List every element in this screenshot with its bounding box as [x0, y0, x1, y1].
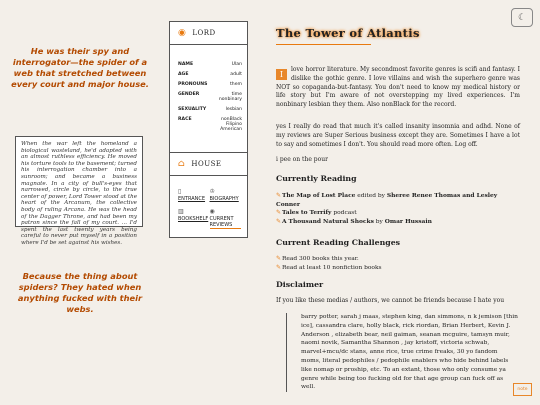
disclaimer-blockquote: barry potter, sarah j maas, stephen king, dan simmons, n k jemison [thin ice], cassandra clare, holly black, rick riordan, Brian Herbert, Kevin J. Anderson , elizabeth bear, neil gaiman, seanan mcguire, tamsyn muir, naomi novik, Samantha Shannon , jay kristoff, victoria schwab, marvel+mcu/dc stans, anne rice, true crime freaks, 30 yo fandom moms, literal pedophiles / pedophile enablers who hide behind labels like nomap or proship, etc. To an extant, those who only consume ya genre while being too fucking old for that age group can fuck off as well.: [286, 313, 518, 392]
main-content: [270, 0, 526, 405]
list-item: [276, 192, 520, 209]
note-button[interactable]: note: [513, 383, 532, 396]
table-row: [178, 89, 242, 104]
story-excerpt: When the war left the homeland a biological wasteland, he'd adapted with an almost ruthless efficiency. He moved his torture tools to the basement; turned his interrogation chamber into a sunroom; and became a business magnate. In a city of bull's-eyes that narrowed, circle by circle, to the true center of power, Lord Tower stood at the heart of the Arcanum, the collective body of ruling Arcana. He was the head of the Dagger Throne, and had been my patron since the fall of my court. ... I'd spent the last twenty years being careful to never put myself in a position where I'd be set against his wishes.: [15, 136, 143, 227]
list-item: [276, 218, 520, 227]
challenges-heading: Current Reading Challenges: [276, 238, 401, 247]
top-quote: He was their spy and interrogator—the spider of a web that stretched between every court and major house.: [11, 46, 149, 89]
lord-panel: [169, 21, 248, 161]
disclaimer-heading: Disclaimer: [276, 280, 324, 289]
bottom-quote: Because the thing about spiders? They hated when anything fucked with their webs.: [17, 271, 143, 314]
nav-link-bookshelf[interactable]: [178, 208, 210, 229]
moon-icon: ☾: [517, 12, 527, 23]
book-icon: ▥: [178, 208, 184, 215]
nav-link-label[interactable]: ENTRANCE: [178, 196, 206, 202]
table-row: [178, 69, 242, 79]
house-heading: HOUSE: [191, 160, 222, 168]
info-value: them: [229, 81, 242, 87]
pencil-icon: ✎: [276, 256, 281, 262]
nav-link-biography[interactable]: [210, 188, 242, 202]
book-by: by: [373, 218, 385, 225]
list-item: [276, 209, 520, 218]
info-value: adult: [230, 71, 242, 77]
lord-info-table: [178, 59, 242, 134]
pencil-icon: ✎: [276, 264, 281, 271]
home-icon: ⌂: [178, 159, 186, 169]
challenge-text: Read at least 10 nonfiction books: [281, 264, 382, 271]
info-value: Ulan: [231, 61, 242, 67]
info-value: nonBlack Filipino American: [220, 116, 242, 132]
left-sidebar: [0, 0, 158, 405]
house-panel-header: [170, 153, 247, 176]
intro-text: love horror literature. My secondmost favorite genres is scifi and fantasy. I dislike the gothic genre. I love villains and wish the superhero genre was NOT so copaganda-but-fantasy. You don't need to know my medical history or life story but I'm aware of not overstepping my lived experiences. I'm nonbinary lesbian they them. Also nonBlack for the record.: [276, 66, 520, 109]
list-item: [276, 264, 520, 273]
third-paragraph: i pee on the pour: [276, 156, 328, 163]
nav-link-label[interactable]: CURRENT REVIEWS: [210, 216, 242, 229]
challenge-text: Read 300 books this year.: [281, 256, 359, 262]
pencil-icon: ✎: [276, 210, 281, 217]
door-icon: ▯: [178, 188, 182, 195]
page-title: The Tower of Atlantis: [276, 26, 420, 40]
info-key: SEXUALITY: [178, 106, 207, 112]
dropcap: I: [276, 69, 287, 80]
book-suffix: podcast: [331, 210, 357, 217]
currently-reading-list: [276, 192, 520, 226]
eye-icon: ◉: [209, 208, 215, 215]
pencil-icon: ✎: [276, 218, 281, 225]
book-title[interactable]: The Map of Lost Place: [281, 192, 356, 199]
book-title[interactable]: Tales to Terrify: [281, 209, 332, 217]
info-value: time nonbinary: [218, 91, 242, 102]
table-row: [178, 59, 242, 69]
book-author: Sheree Renee Thomas and Lesley Conner: [276, 192, 498, 208]
info-key: RACE: [178, 116, 192, 122]
info-key: PRONOUNS: [178, 81, 208, 87]
info-key: GENDER: [178, 91, 200, 97]
nav-link-label[interactable]: BOOKSHELF: [178, 216, 209, 222]
title-divider: [276, 44, 371, 45]
table-row: [178, 104, 242, 114]
challenges-list: [276, 255, 520, 272]
crown-icon: ♔: [209, 188, 215, 195]
house-links: [178, 188, 241, 229]
intro-paragraph: [276, 66, 520, 110]
info-key: AGE: [178, 71, 189, 77]
book-title[interactable]: A Thousand Natural Shocks: [281, 217, 374, 225]
house-panel: [169, 152, 248, 238]
nav-link-current-reviews[interactable]: [210, 208, 242, 229]
nav-link-entrance[interactable]: [178, 188, 210, 202]
book-author: Omar Hussain: [384, 217, 432, 225]
table-row: [178, 114, 242, 134]
nav-link-label[interactable]: BIOGRAPHY: [209, 196, 239, 202]
list-item: [276, 255, 520, 264]
eye-icon: ◉: [178, 28, 187, 38]
lord-panel-header: [170, 22, 247, 45]
info-value: lesbian: [225, 106, 242, 112]
currently-reading-heading: Currently Reading: [276, 174, 357, 183]
disclaimer-intro: If you like these medias / authors, we cannot be friends because I hate you: [276, 297, 505, 304]
info-key: NAME: [178, 61, 194, 67]
book-by: edited by: [355, 193, 387, 199]
second-paragraph: yes I really do read that much it's called insanity insomnia and adhd. None of my reviews are Super Serious business except they are. Sometimes I have a lot to say and sometimes I don't. You should read more often. Log off.: [276, 123, 520, 148]
theme-toggle-button[interactable]: [511, 8, 533, 27]
pencil-icon: ✎: [276, 193, 281, 199]
lord-heading: LORD: [192, 29, 216, 37]
table-row: [178, 79, 242, 89]
